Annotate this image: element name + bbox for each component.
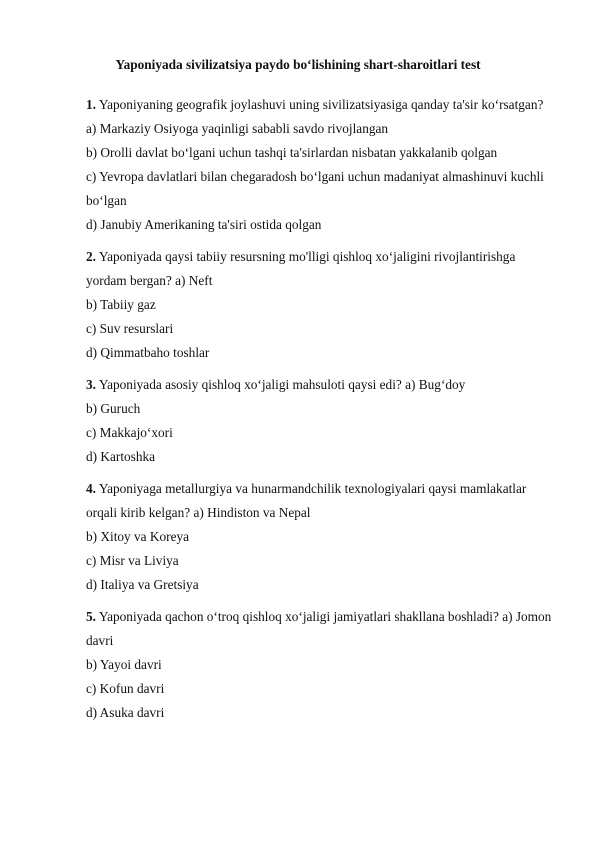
question-number: 2. (86, 249, 96, 264)
question-body: Yaponiyada qachon o‘troq qishloq xo‘jaligi jamiyatlari shakllana boshladi? a) Jomon davri (86, 609, 552, 648)
option-c: c) Misr va Liviya (86, 553, 179, 568)
option-b: b) Tabiiy gaz (86, 297, 156, 312)
option-c: c) Kofun davri (86, 681, 165, 696)
question-number: 1. (86, 97, 96, 112)
option-d: d) Kartoshka (86, 449, 156, 464)
question-body: Yaponiyaga metallurgiya va hunarmandchilik texnologiyalari qaysi mamlakatlar orqali kirib kelgan? a) Hindiston va Nepal (86, 481, 527, 520)
option-c: c) Makkajo‘xori (86, 425, 173, 440)
option-d: d) Asuka davri (86, 705, 165, 720)
option-b: b) Yayoi davri (86, 657, 162, 672)
question-5 (86, 605, 556, 725)
option-d: d) Qimmatbaho toshlar (86, 345, 210, 360)
question-number: 4. (86, 481, 96, 496)
question-1-text (86, 93, 556, 141)
question-body: Yaponiyada qaysi tabiiy resursning mo'lligi qishloq xo‘jaligini rivojlantirishga yordam bergan? a) Neft (86, 249, 516, 288)
question-body: Yaponiyada asosiy qishloq xo‘jaligi mahsuloti qaysi edi? a) Bug‘doy (98, 377, 466, 392)
question-3 (86, 373, 556, 469)
option-c: c) Yevropa davlatlari bilan chegaradosh bo‘lgani uchun madaniyat almashinuvi kuchli bo‘lgan (86, 169, 544, 208)
option-d: d) Janubiy Amerikaning ta'siri ostida qolgan (86, 217, 322, 232)
question-2 (86, 245, 556, 365)
option-b: b) Orolli davlat bo‘lgani uchun tashqi ta'sirlardan nisbatan yakkalanib qolgan (86, 145, 498, 160)
question-number: 3. (86, 377, 96, 392)
question-number: 5. (86, 609, 96, 624)
question-2-text (86, 245, 556, 293)
document-title: Yaponiyada sivilizatsiya paydo bo‘lishining shart-sharoitlari test (115, 57, 481, 72)
option-b: b) Guruch (86, 401, 141, 416)
question-4 (86, 477, 556, 597)
option-c: c) Suv resurslari (86, 321, 174, 336)
question-5-text (86, 605, 556, 653)
question-list (86, 93, 556, 733)
question-3-text (86, 373, 556, 397)
question-4-text (86, 477, 556, 525)
question-body: Yaponiyaning geografik joylashuvi uning sivilizatsiyasiga qanday ta'sir ko‘rsatgan? a) Markaziy Osiyoga yaqinligi sababli savdo rivojlangan (86, 97, 544, 136)
option-d: d) Italiya va Gretsiya (86, 577, 199, 592)
question-1 (86, 93, 556, 237)
option-b: b) Xitoy va Koreya (86, 529, 190, 544)
